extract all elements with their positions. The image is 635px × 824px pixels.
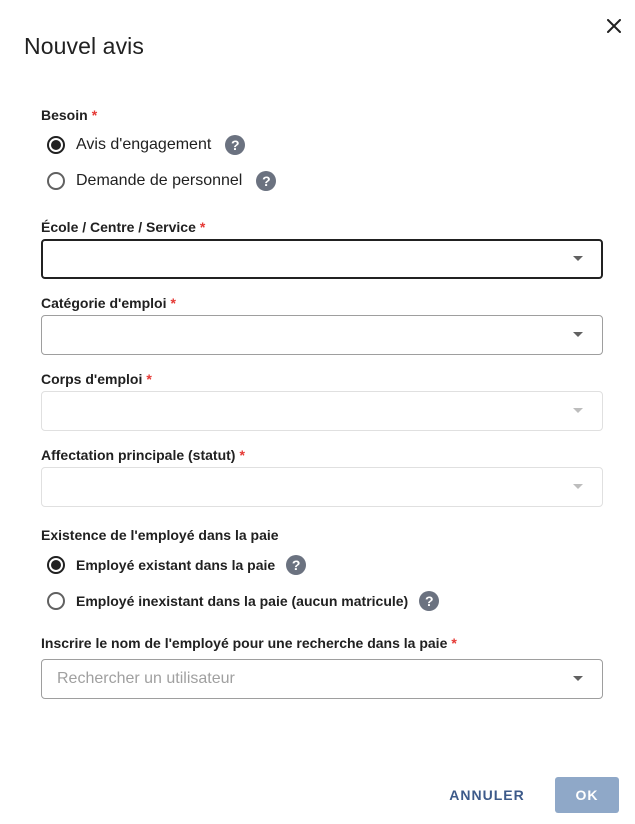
radio-label: Employé existant dans la paie [76, 557, 276, 573]
recherche-label [41, 634, 457, 652]
chevron-down-icon [573, 408, 583, 413]
close-button[interactable] [600, 12, 628, 40]
affectation-select [41, 467, 603, 507]
chevron-down-icon [573, 332, 583, 337]
radio-demande-personnel[interactable] [47, 169, 276, 193]
search-placeholder: Rechercher un utilisateur [57, 670, 235, 687]
ecole-label [41, 218, 205, 236]
required-marker: * [199, 219, 206, 235]
radio-button-checked[interactable] [47, 136, 65, 154]
chevron-down-icon [573, 256, 583, 261]
radio-label: Demande de personnel [76, 172, 243, 189]
besoin-label-text: Besoin [41, 107, 88, 123]
cancel-button[interactable]: ANNULER [440, 778, 534, 812]
ecole-label-text: École / Centre / Service [41, 219, 196, 235]
close-icon [607, 19, 621, 33]
radio-label: Employé inexistant dans la paie (aucun matricule) [76, 593, 409, 609]
ecole-select[interactable] [41, 239, 603, 279]
radio-label: Avis d'engagement [76, 136, 212, 153]
existence-label-text: Existence de l'employé dans la paie [41, 527, 279, 543]
help-icon[interactable]: ? [419, 591, 439, 611]
recherche-label-text: Inscrire le nom de l'employé pour une recherche dans la paie [41, 635, 448, 651]
required-marker: * [146, 371, 152, 387]
required-marker: * [170, 295, 176, 311]
categorie-select[interactable] [41, 315, 603, 355]
chevron-down-icon [573, 676, 583, 681]
besoin-label [41, 106, 97, 124]
affectation-label-text: Affectation principale (statut) [41, 447, 236, 463]
dialog-title: Nouvel avis [24, 33, 144, 59]
corps-select [41, 391, 603, 431]
radio-button[interactable] [47, 172, 65, 190]
ok-button[interactable]: OK [555, 777, 619, 813]
categorie-label-text: Catégorie d'emploi [41, 295, 167, 311]
employee-search-select[interactable] [41, 659, 603, 699]
radio-employe-inexistant[interactable] [47, 589, 439, 613]
radio-button[interactable] [47, 592, 65, 610]
required-marker: * [91, 107, 98, 123]
radio-button-checked[interactable] [47, 556, 65, 574]
help-icon[interactable]: ? [225, 135, 245, 155]
help-icon[interactable]: ? [256, 171, 276, 191]
existence-label [41, 526, 279, 544]
required-marker: * [239, 447, 245, 463]
corps-label-text: Corps d'emploi [41, 371, 143, 387]
categorie-label [41, 294, 176, 312]
chevron-down-icon [573, 484, 583, 489]
corps-label [41, 370, 152, 388]
required-marker: * [451, 635, 457, 651]
help-icon[interactable]: ? [286, 555, 306, 575]
radio-employe-existant[interactable] [47, 553, 306, 577]
affectation-label [41, 446, 245, 464]
radio-avis-engagement[interactable] [47, 133, 245, 157]
